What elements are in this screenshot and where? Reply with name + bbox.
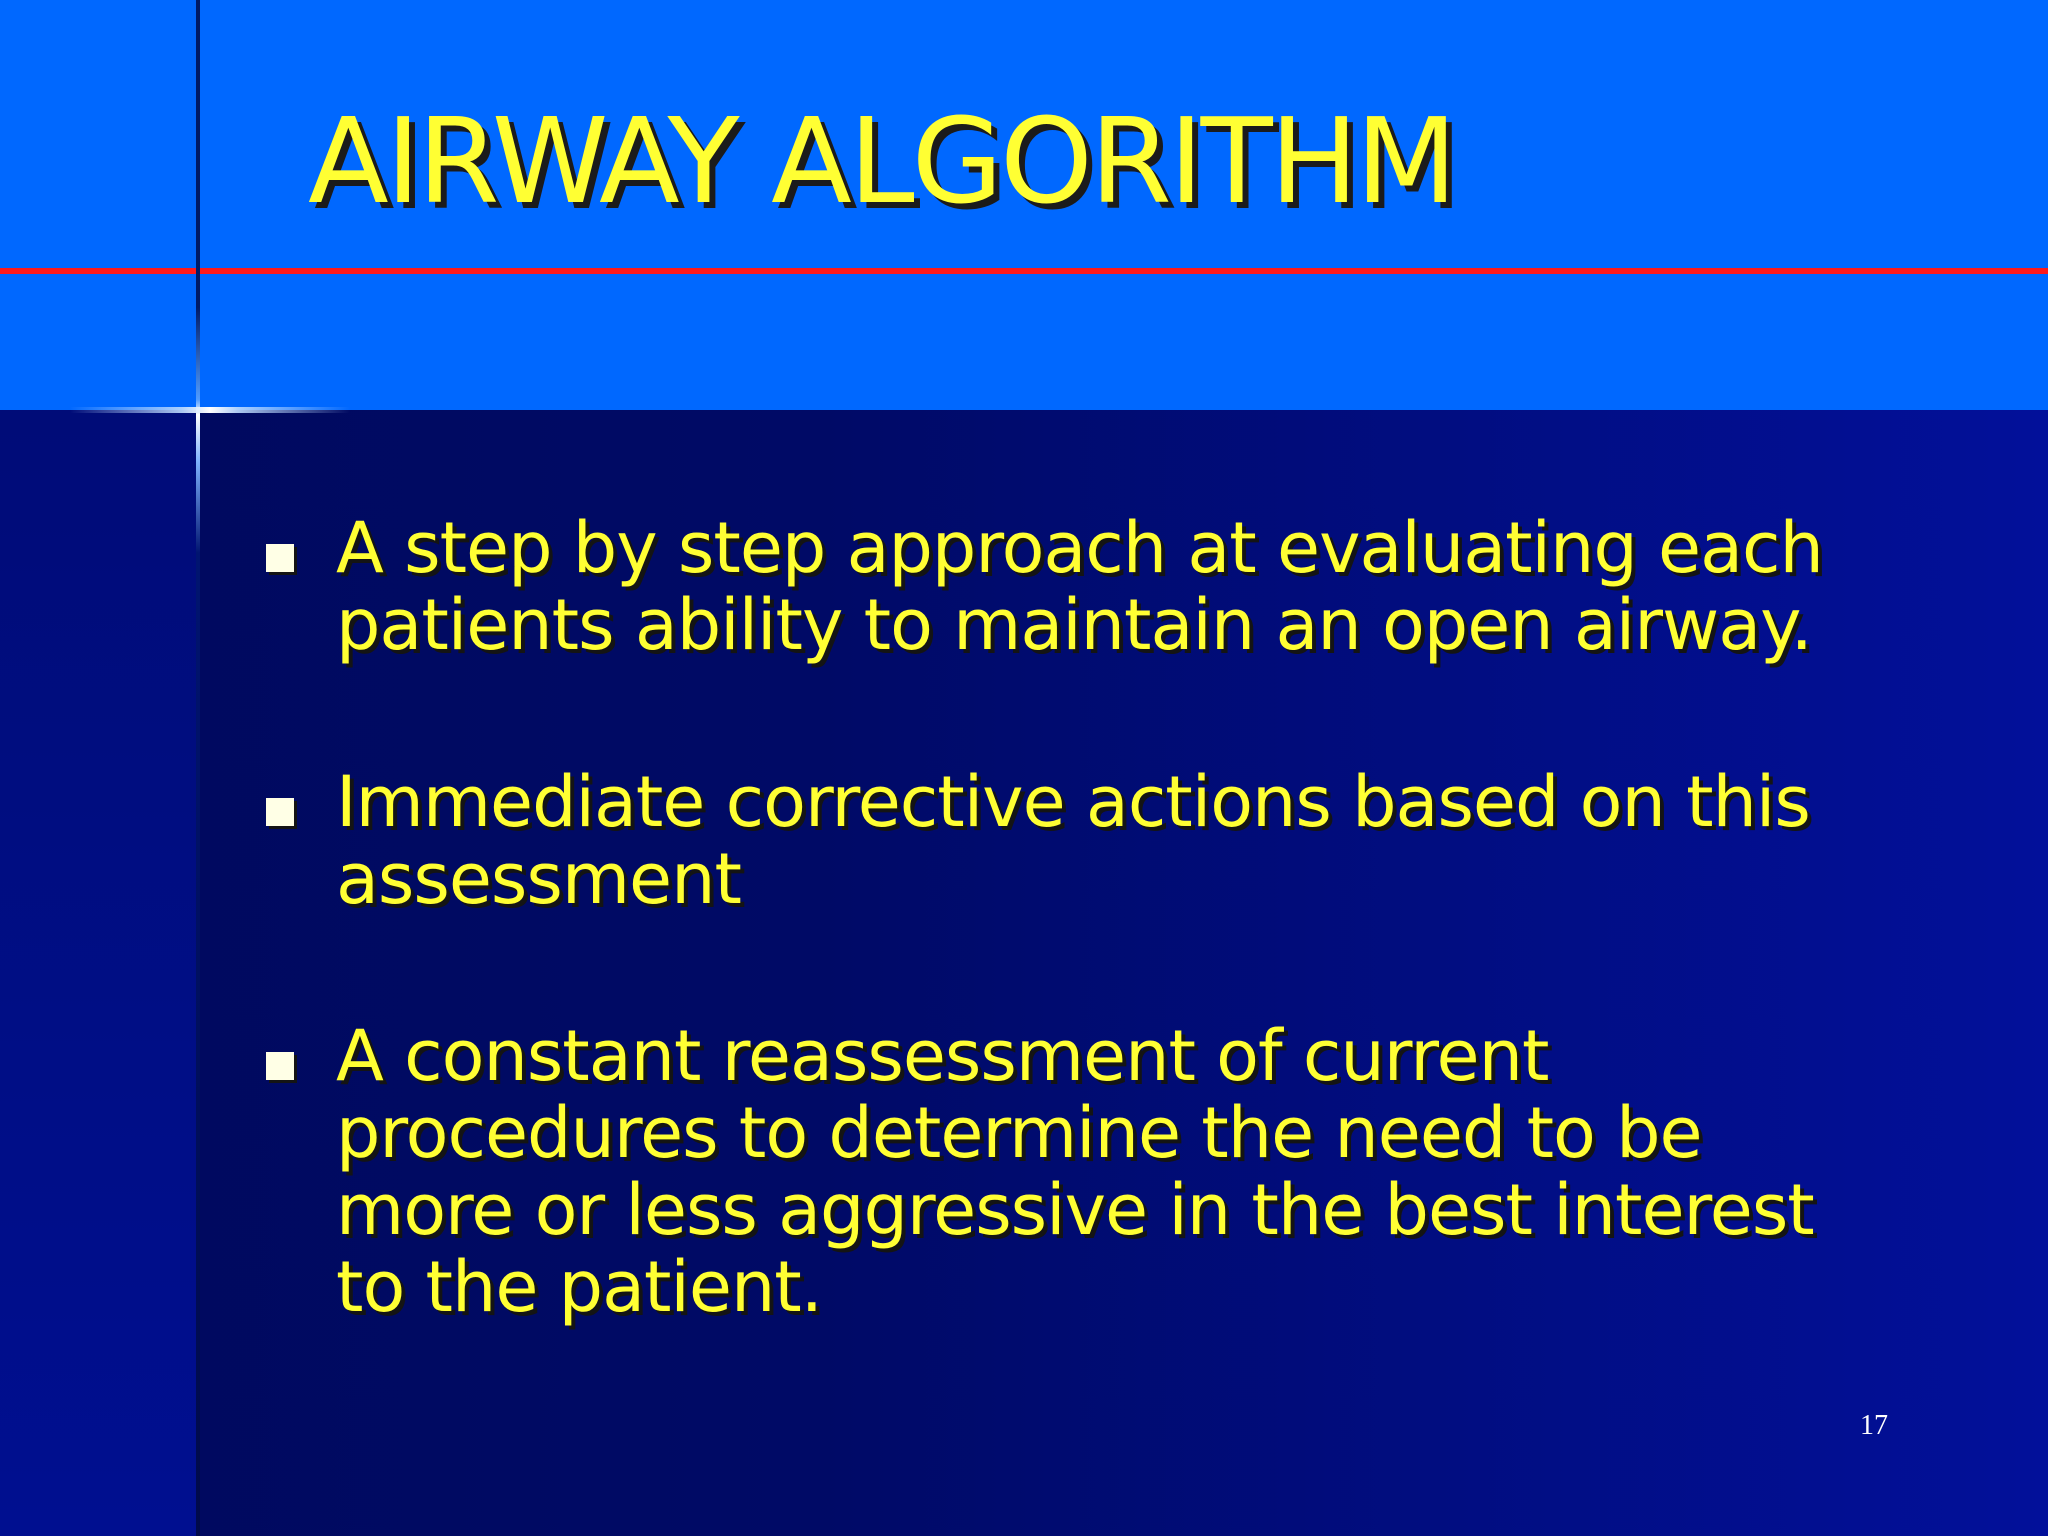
bullet-item <box>262 507 1882 666</box>
bullet-text: A constant reassessment of current procedures to determine the need to be more or less aggressive in the best interest to the patient. <box>336 1015 1814 1328</box>
sparkle-highlight <box>70 407 350 413</box>
bullet-list <box>262 507 1882 1328</box>
bullet-text: A step by step approach at evaluating each patients ability to maintain an open airway. <box>336 507 1823 666</box>
bullet-item <box>262 761 1882 920</box>
vertical-divider-line <box>196 0 200 1536</box>
bullet-item <box>262 1015 1882 1328</box>
red-divider-line <box>0 268 2048 274</box>
left-decorative-strip <box>0 410 196 1536</box>
slide-title: AIRWAY ALGORITHM <box>308 92 1455 230</box>
page-number: 17 <box>1860 1410 1888 1441</box>
square-bullet-icon <box>266 798 294 826</box>
square-bullet-icon <box>266 544 294 572</box>
square-bullet-icon <box>266 1052 294 1080</box>
bullet-text: Immediate corrective actions based on this assessment <box>336 761 1810 920</box>
